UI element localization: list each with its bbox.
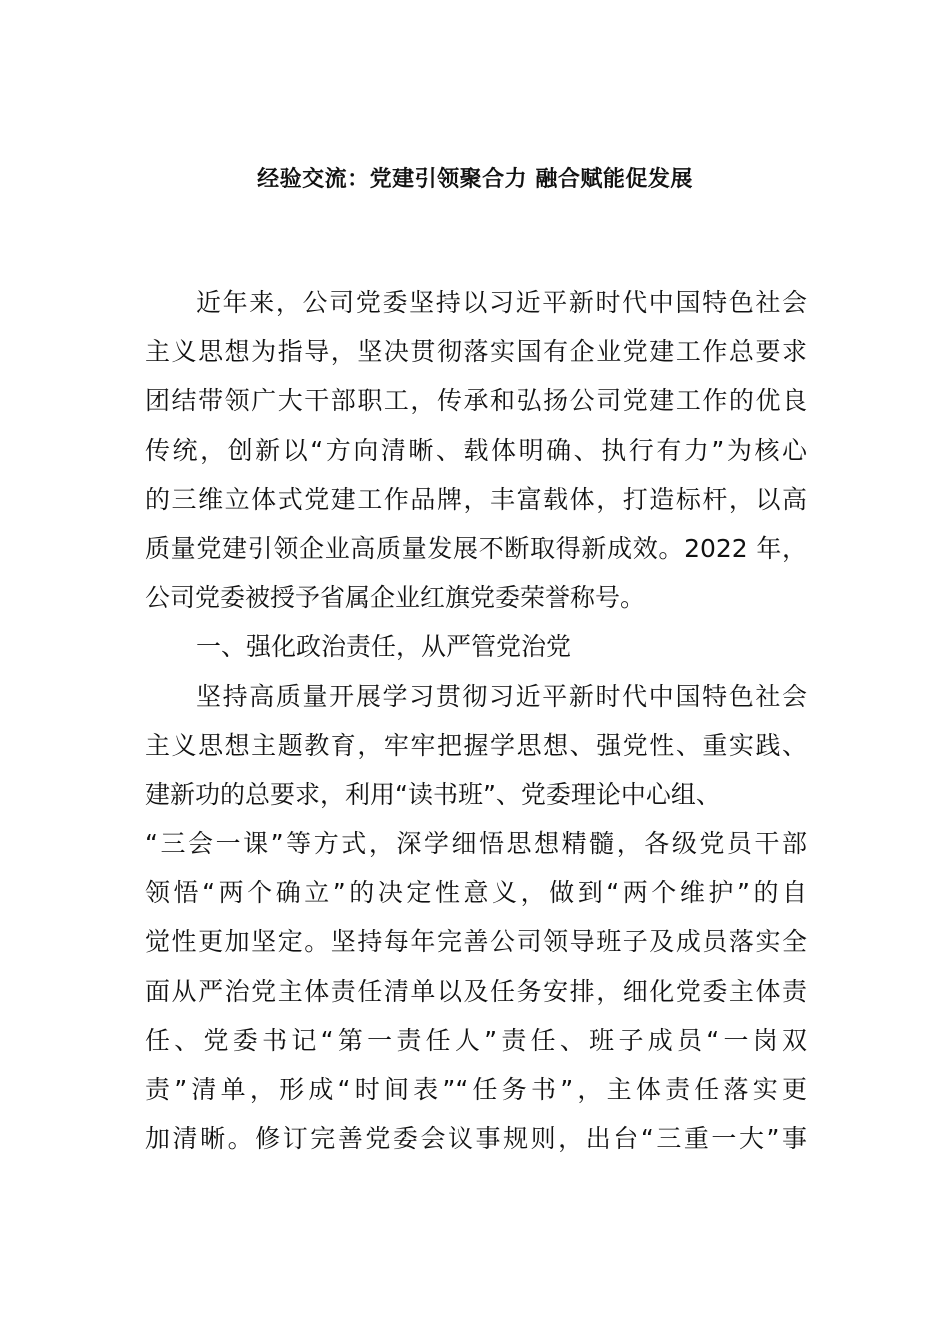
paragraph-line: 主义思想主题教育，牢牢把握学思想、强党性、重实践、: [145, 730, 807, 760]
paragraph-line: 坚持高质量开展学习贯彻习近平新时代中国特色社会: [196, 681, 807, 711]
paragraph-line: 公司党委被授予省属企业红旗党委荣誉称号。: [145, 583, 646, 613]
paragraph-line: 质量党建引领企业高质量发展不断取得新成效。2022 年，: [145, 533, 807, 563]
document-title: 经验交流：党建引领聚合力 融合赋能促发展: [257, 167, 693, 192]
paragraph-line: 主义思想为指导，坚决贯彻落实国有企业党建工作总要求: [145, 337, 807, 367]
section-heading: 一、强化政治责任，从严管党治党: [196, 632, 572, 662]
paragraph-line: 觉性更加坚定。坚持每年完善公司领导班子及成员落实全: [145, 927, 807, 957]
paragraph-line: 近年来，公司党委坚持以习近平新时代中国特色社会: [196, 288, 807, 317]
paragraph-line: 建新功的总要求，利用“读书班”、党委理论中心组、: [145, 779, 721, 809]
paragraph-line: 责”清单，形成“时间表”“任务书”，主体责任落实更: [145, 1075, 807, 1104]
paragraph-line: “三会一课”等方式，深学细悟思想精髓，各级党员干部: [145, 829, 807, 859]
paragraph-line: 领悟“两个确立”的决定性意义，做到“两个维护”的自: [145, 878, 807, 908]
paragraph-line: 团结带领广大干部职工，传承和弘扬公司党建工作的优良: [145, 386, 807, 416]
paragraph-line: 任、党委书记“第一责任人”责任、班子成员“一岗双: [145, 1025, 807, 1055]
paragraph-line: 传统，创新以“方向清晰、载体明确、执行有力”为核心: [145, 435, 807, 465]
document-body: [145, 278, 807, 1163]
paragraph-line: 面从严治党主体责任清单以及任务安排，细化党委主体责: [145, 976, 807, 1006]
paragraph-line: 加清晰。修订完善党委会议事规则，出台“三重一大”事: [145, 1124, 807, 1154]
paragraph-line: 的三维立体式党建工作品牌，丰富载体，打造标杆，以高: [145, 484, 807, 514]
